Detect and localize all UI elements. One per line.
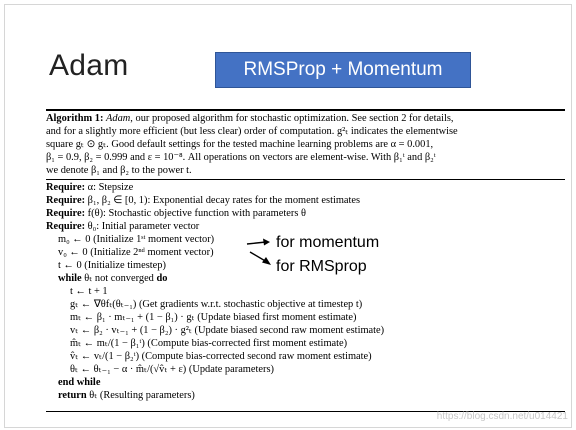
init-timestep: t ← 0 (Initialize timestep) — [58, 260, 166, 271]
rmsprop-annotation: for RMSprop — [276, 258, 367, 275]
step-gradient: gₜ ← ∇θfₜ(θₜ₋₁) (Get gradients w.r.t. stochastic objective at timestep t) — [70, 299, 363, 310]
rmsprop-momentum-label: RMSProp + Momentum — [215, 52, 471, 88]
require-initial-params: Require: θ₀: Initial parameter vector — [46, 221, 200, 232]
while-loop-header: while θₜ not converged do — [58, 273, 168, 284]
step-bias-correct-first: m̂ₜ ← mₜ/(1 − β₁ᵗ) (Compute bias-corrected first moment estimate) — [70, 338, 348, 349]
require-stepsize: Require: α: Stepsize — [46, 182, 134, 193]
caption-line-5: we denote β₁ and β₂ to the power t. — [46, 165, 192, 176]
step-update-params: θₜ ← θₜ₋₁ − α · m̂ₜ/(√v̂ₜ + ε) (Update parameters) — [70, 364, 274, 375]
require-decay-rates: Require: β₁, β₂ ∈ [0, 1): Exponential decay rates for the moment estimates — [46, 195, 361, 206]
algorithm-lines — [46, 180, 565, 402]
end-while: end while — [58, 377, 101, 388]
caption-line-3: square gₜ ⊙ gₜ. Good default settings for the tested machine learning problems are α = 0.001, — [46, 139, 434, 150]
init-first-moment: m₀ ← 0 (Initialize 1ˢᵗ moment vector) — [58, 234, 215, 245]
momentum-annotation: for momentum — [276, 234, 380, 251]
step-increment-t: t ← t + 1 — [70, 286, 108, 297]
caption-line-4: β₁ = 0.9, β₂ = 0.999 and ε = 10⁻⁸. All operations on vectors are element-wise. With β₁ᵗ and β₂ᵗ — [46, 152, 436, 163]
slide-title: Adam — [49, 49, 129, 82]
caption-name: Adam — [106, 113, 131, 124]
init-second-moment: v₀ ← 0 (Initialize 2ⁿᵈ moment vector) — [58, 247, 214, 258]
watermark: https://blog.csdn.net/u014421 — [436, 411, 568, 422]
caption-line-2: and for a slightly more efficient (but less clear) order of computation. g²ₜ indicates the elementwise — [46, 126, 458, 137]
caption-label: Algorithm 1: — [46, 113, 104, 124]
return-line: return θₜ (Resulting parameters) — [58, 390, 195, 401]
step-bias-correct-second: v̂ₜ ← vₜ/(1 − β₂ᵗ) (Compute bias-corrected second raw moment estimate) — [70, 351, 372, 362]
algorithm-caption — [46, 111, 565, 180]
arrow-to-momentum-icon — [246, 237, 272, 249]
step-second-moment: vₜ ← β₂ · vₜ₋₁ + (1 − β₂) · g²ₜ (Update biased second raw moment estimate) — [70, 325, 385, 336]
step-first-moment: mₜ ← β₁ · mₜ₋₁ + (1 − β₁) · gₜ (Update biased first moment estimate) — [70, 312, 357, 323]
caption-line-1: , our proposed algorithm for stochastic optimization. See section 2 for details, — [130, 113, 454, 124]
arrow-to-rmsprop-icon — [249, 250, 273, 268]
require-objective: Require: f(θ): Stochastic objective function with parameters θ — [46, 208, 306, 219]
